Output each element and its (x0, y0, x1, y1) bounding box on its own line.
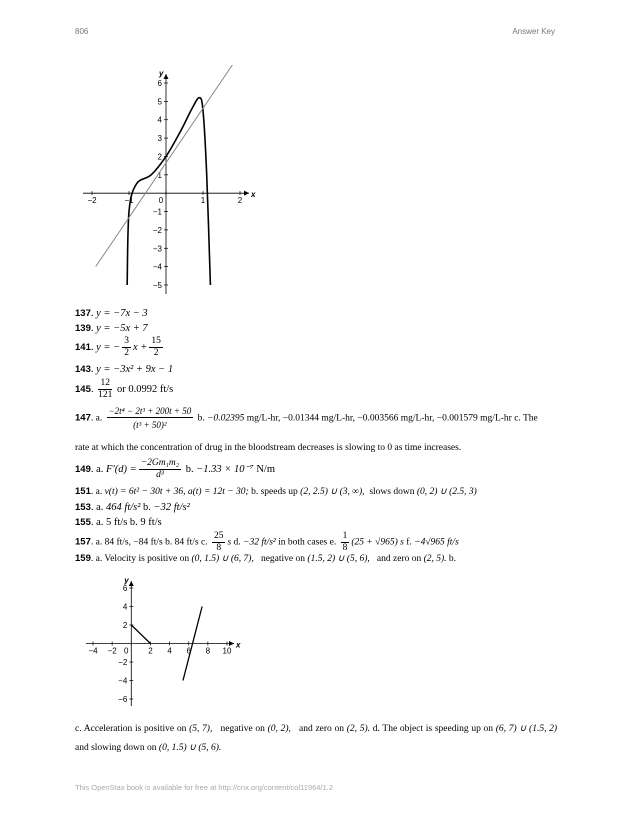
y-tick-label: 2 (157, 152, 162, 162)
x-tick-label: 2 (237, 196, 243, 206)
answer-math: y = −5x + 7 (96, 323, 148, 334)
series-velocity-segment-1 (131, 625, 150, 644)
y-axis-label: y (159, 69, 164, 78)
fraction: $\frac{12}{121}$ (98, 378, 113, 400)
x-tick-label: −4 (88, 646, 98, 656)
fraction: $\frac{25}{8}$ (213, 531, 224, 553)
answer-number: 145 (75, 383, 91, 395)
y-tick-label: 4 (122, 602, 128, 612)
fraction: $\frac{1}{8}$ (342, 531, 348, 553)
y-tick-label: −6 (118, 695, 128, 704)
answer-153: 153. a. 464 ft/s² b. −32 ft/s² (75, 502, 190, 513)
answer-139: 139. y = −5x + 7 (75, 323, 148, 334)
answer-147-continued: rate at which the concentration of drug in the bloodstream decreases is slowing to 0 as time increases. (75, 443, 462, 453)
y-tick-label: −2 (152, 225, 162, 235)
x-tick-label: 10 (222, 646, 232, 656)
answer-157: 157. a. 84 ft/s, −84 ft/s b. 84 ft/s c. $\frac{25}{8}$ s d. −32 ft/s² in both cases e. $\frac{1}{8}$ (25 + √965) s f. −4√965 ft/s (75, 531, 459, 553)
answer-145: 145. $\frac{12}{121}$ or 0.0992 ft/s (75, 378, 174, 400)
answer-155: 155. a. 5 ft/s b. 9 ft/s (75, 517, 162, 528)
x-tick-label: 0 (124, 646, 129, 656)
answer-number: 141 (75, 341, 91, 353)
answer-number: 157 (75, 536, 91, 548)
answer-137: 137. y = −7x − 3 (75, 308, 148, 319)
y-arrow (164, 74, 169, 79)
answer-151: 151. a. v(t) = 6t² − 30t + 36, a(t) = 12t − 30; b. speeds up (2, 2.5) ∪ (3, ∞), slows down (0, 2) ∪ (2.5, 3) (75, 486, 477, 497)
fraction: $\frac{\text{−2Gm₁m₂}}{\text{d³}}$ (140, 458, 180, 480)
y-tick-label: −4 (118, 676, 128, 686)
answer-159: 159. a. Velocity is positive on (0, 1.5) ∪ (6, 7), negative on (1.5, 2) ∪ (5, 6), and zero on (2, 5). b. (75, 553, 457, 564)
answer-159-continued: c. Acceleration is positive on (5, 7), negative on (0, 2), and zero on (2, 5). d. The object is speeding up on (6, 7) ∪ (1.5, 2) and slowing down on (0, 1.5) ∪ (5, 6). (75, 724, 558, 753)
answer-number: 137 (75, 308, 91, 319)
answer-number: 153 (75, 502, 91, 513)
x-arrow (244, 191, 249, 196)
answer-math: y = − (96, 341, 121, 353)
x-arrow (229, 641, 234, 646)
x-tick-label: 4 (167, 646, 172, 656)
y-tick-label: −5 (152, 281, 162, 290)
fraction: $\frac{\text{−2t⁴ − 2t³ + 200t + 50}}{\text{(t³ + 50)²}}$ (108, 406, 192, 430)
x-tick-label: 0 (158, 196, 164, 206)
y-tick-label: −1 (152, 207, 162, 217)
y-tick-label: 3 (157, 134, 162, 144)
y-tick-label: 6 (157, 79, 162, 88)
fraction: $\frac{15}{2}$ (151, 336, 161, 358)
x-tick-label: 6 (186, 646, 191, 656)
answer-number: 143 (75, 364, 91, 375)
answer-number: 139 (75, 323, 91, 334)
y-tick-label: 4 (157, 115, 162, 125)
footer-note: This OpenStax book is available for free at http://cnx.org/content/col11964/1.2 (75, 783, 333, 792)
answer-number: 147 (75, 412, 91, 424)
x-axis-label: x (236, 640, 241, 650)
x-tick-label: −2 (87, 196, 97, 206)
x-tick-label: 8 (205, 646, 211, 656)
answer-math: y = −7x − 3 (96, 308, 148, 319)
answer-number: 159 (75, 553, 91, 564)
answer-number: 149 (75, 463, 91, 475)
x-axis-label: x (251, 190, 256, 200)
answer-number: 151 (75, 486, 91, 497)
y-tick-label: 5 (157, 97, 162, 107)
answer-141: 141. y = − $\frac{3}{2}$ x + $\frac{15}{2}$ (75, 336, 161, 358)
series-curve (127, 98, 210, 285)
answer-147: 147. a. $\frac{\text{−2t⁴ − 2t³ + 200t + 50}}{\text{(t³ + 50)²}}$ b. −0.02395 mg/L-hr, −0.01344 mg/L-hr, −0.003566 mg/L-hr, −0.001579 mg/L-hr c. The (75, 406, 538, 430)
answer-math: y = −3x² + 9x − 1 (96, 364, 174, 375)
section-title: Answer Key (512, 27, 555, 36)
y-tick-label: −3 (152, 244, 162, 254)
x-tick-label: −1 (124, 196, 134, 206)
page-number: 806 (75, 27, 89, 36)
y-axis-label: y (124, 576, 129, 585)
y-tick-label: 6 (122, 584, 128, 593)
graph-1 (75, 65, 260, 300)
y-tick-label: −2 (118, 658, 128, 667)
x-tick-label: 2 (148, 646, 153, 656)
y-tick-label: −4 (152, 262, 162, 272)
answer-number: 155 (75, 517, 91, 528)
graph-2 (75, 572, 250, 712)
y-arrow (129, 581, 134, 586)
answer-143: 143. y = −3x² + 9x − 1 (75, 364, 174, 375)
fraction: $\frac{3}{2}$ (124, 336, 129, 358)
answer-149: 149. a. F′(d) = $\frac{\text{−2Gm₁m₂}}{\text{d³}}$ b. −1.33 × 10⁻⁷ N/m (75, 458, 275, 480)
y-tick-label: 2 (122, 621, 128, 630)
x-tick-label: −2 (107, 646, 117, 656)
y-tick-label: 1 (157, 170, 162, 180)
x-tick-label: 1 (200, 196, 206, 206)
